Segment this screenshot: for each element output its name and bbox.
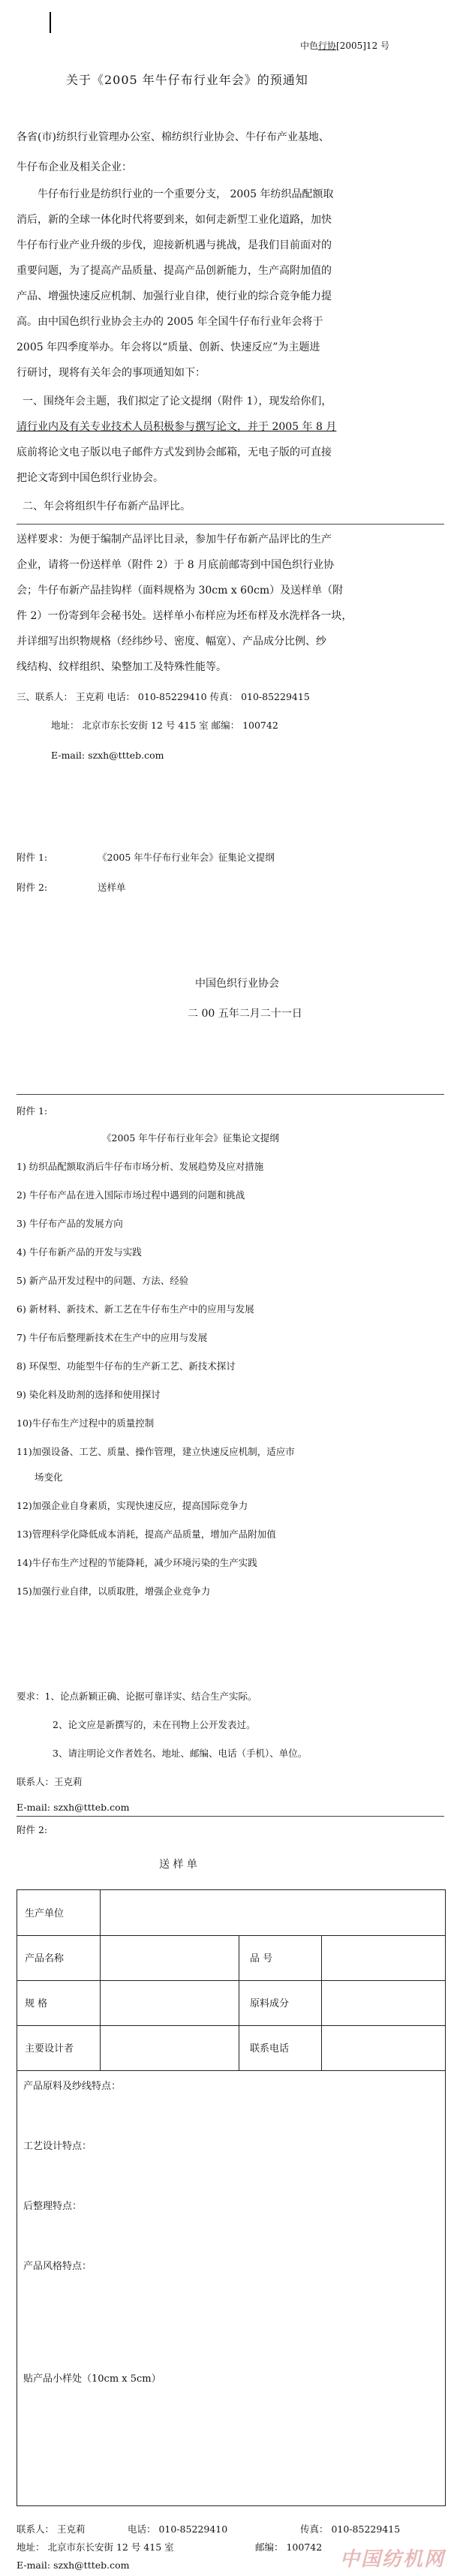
field-label: 品 号 [250,1953,273,1964]
salutation-line-1: 各省(市)纺织行业管理办公室、棉纺织行业协会、牛仔布产业基地、 [17,131,329,143]
paragraph-line: 牛仔布行业产业升级的步伐，迎接新机遇与挑战，是我们目前面对的 [17,239,332,251]
requirement-line: 送样要求：为便于编制产品评比目录，参加牛仔布新产品评比的生产 [17,534,332,546]
contact-person: 联系人：王克莉 [17,1776,83,1787]
text-cursor [50,12,51,33]
attachment-2-header: 附件 2: [17,1824,48,1835]
outline-item: 5) 新产品开发过程中的问题、方法、经验 [17,1275,189,1286]
salutation-line-2: 牛仔布企业及相关企业： [17,161,132,173]
features-header: 产品原料及纱线特点： [23,2081,122,2092]
contact-line: 三、联系人： 王克莉 电话： 010-85229410 传真： 010-85229415 [17,691,310,702]
outline-item: 14)牛仔布生产过程的节能降耗，减少环境污染的生产实践 [17,1557,257,1568]
field-label: 生产单位 [25,1908,65,1919]
signature-org: 中国色织行业协会 [195,978,279,990]
outline-item: 13)管理科学化降低成本消耗，提高产品质量，增加产品附加值 [17,1528,276,1540]
requirement-2: 2、论文应是新撰写的，未在刊物上公开发表过。 [53,1719,256,1730]
requirement-line: 企业，请将一份送样单（附件 2）于 8 月底前邮寄到中国色织行业协 [17,559,335,571]
attachment-2-title: 送样单 [98,882,126,893]
sample-form-table [17,1889,446,2506]
document-number [300,39,389,52]
outline-item: 11)加强设备、工艺、质量、操作管理，建立快速反应机制，适应市 [17,1446,295,1457]
doc-prefix: 中色 [300,41,319,51]
divider [17,1816,444,1817]
outline-item: 4) 牛仔布新产品的开发与实践 [17,1246,142,1258]
footer-address: 地址： 北京市东长安街 12 号 415 室 [17,2541,174,2553]
requirement-line: 会；牛仔布新产品挂钩样（面料规格为 30cm x 60cm）及送样单（附 [17,585,344,597]
field-label: 产品名称 [25,1953,65,1964]
section-2-line: 二、年会将组织牛仔布新产品评比。 [23,500,191,512]
paragraph-line: 产品、增强快速反应机制、加强行业自律，使行业的综合竞争能力提 [17,290,332,302]
field-label: 原料成分 [250,1998,290,2009]
requirement-line: 件 2）一份寄到年会秘书处。送样单小布样应为坯布样及水洗样各一块， [17,610,353,622]
style-features: 产品风格特点： [23,2261,92,2272]
contact-email[interactable]: E-mail: szxh@ttteb.com [17,1802,130,1813]
signature-date: 二 00 五年二月二十一日 [188,1008,302,1020]
address-line: 地址： 北京市东长安街 12 号 415 室 邮编： 100742 [51,720,278,731]
paragraph-line: 消后，新的全球一体化时代将要到来，如何走新型工业化道路，加快 [17,214,332,226]
doc-suffix: [2005]12 号 [336,41,390,51]
paragraph-line: 重要问题，为了提高产品质量、提高产品创新能力，生产高附加值的 [17,265,332,277]
footer-fax: 传真： 010-85229415 [300,2523,401,2535]
attachment-1-label: 附件 1: [17,852,48,863]
paragraph-line: 牛仔布行业是纺织行业的一个重要分支， 2005 年纺织品配额取 [38,188,334,200]
outline-item: 9) 染化料及助剂的选择和使用探讨 [17,1389,161,1400]
section-1-line: 一、围绕年会主题，我们拟定了论文提纲（附件 1），现发给你们， [23,395,332,407]
footer-email[interactable]: E-mail: szxh@ttteb.com [17,2559,130,2571]
field-label: 规 格 [25,1998,48,2009]
footer-contact: 联系人： 王克莉 [17,2523,86,2535]
outline-item: 12)加强企业自身素质，实现快速反应，提高国际竞争力 [17,1500,248,1511]
paragraph-line: 2005 年四季度举办。年会将以“质量、创新、快速反应”为主题进 [17,341,320,353]
paragraph-line: 高。由中国色织行业协会主办的 2005 年全国牛仔布行业年会将于 [17,316,323,328]
attachment-1-heading: 《2005 年牛仔布行业年会》征集论文提纲 [102,1132,279,1144]
outline-item: 6) 新材料、新技术、新工艺在牛仔布生产中的应用与发展 [17,1303,254,1315]
requirement-line: 线结构、纹样组织、染整加工及特殊性能等。 [17,661,227,673]
paragraph-line: 行研讨，现将有关年会的事项通知如下： [17,367,206,379]
outline-item: 15)加强行业自律，以质取胜，增强企业竞争力 [17,1586,211,1597]
sample-area-label: 贴产品小样处（10cm x 5cm） [23,2373,161,2385]
attachment-2-label: 附件 2: [17,882,48,893]
footer-phone: 电话： 010-85229410 [128,2523,228,2535]
divider [17,1094,444,1095]
footer-zip: 邮编： 100742 [255,2541,323,2553]
outline-item: 1) 纺织品配额取消后牛仔布市场分析、发展趋势及应对措施 [17,1161,264,1172]
field-label: 联系电话 [250,2043,290,2054]
requirement-3: 3、请注明论文作者姓名、地址、邮编、电话（手机）、单位。 [53,1748,308,1759]
page-title: 关于《2005 年牛仔布行业年会》的预通知 [66,73,308,87]
process-features: 工艺设计特点： [23,2141,92,2152]
section-1-line: 请行业内及有关专业技术人员积极参与撰写论文，并于 2005 年 8 月 [17,421,337,433]
finishing-features: 后整理特点： [23,2201,83,2212]
outline-item: 10)牛仔布生产过程中的质量控制 [17,1417,155,1429]
field-label: 主要设计者 [25,2043,74,2054]
form-title: 送 样 单 [159,1859,197,1871]
outline-item: 8) 环保型、功能型牛仔布的生产新工艺、新技术探讨 [17,1360,236,1372]
outline-item: 7) 牛仔布后整理新技术在生产中的应用与发展 [17,1332,208,1343]
email-line[interactable]: E-mail: szxh@ttteb.com [51,750,164,761]
attachment-1-title: 《2005 年牛仔布行业年会》征集论文提纲 [98,852,275,863]
outline-item-continued: 场变化 [35,1471,63,1483]
requirement-1: 要求：1、论点新颖正确、论据可靠详实、结合生产实际。 [17,1691,257,1702]
outline-item: 2) 牛仔布产品在进入国际市场过程中遇到的问题和挑战 [17,1189,245,1201]
divider [17,524,444,525]
outline-item: 3) 牛仔布产品的发展方向 [17,1218,123,1229]
attachment-1-header: 附件 1: [17,1105,48,1117]
doc-link[interactable]: 行协 [318,41,337,51]
section-1-line: 底前将论文电子版以电子邮件方式发到协会邮箱，无电子版的可直接 [17,446,332,458]
section-1-line: 把论文寄到中国色织行业协会。 [17,472,164,484]
watermark-logo: 中国纺机网 [339,2548,445,2571]
requirement-line: 并详细写出织物规格（经纬纱号、密度、幅宽）、产品成分比例、纱 [17,636,326,648]
